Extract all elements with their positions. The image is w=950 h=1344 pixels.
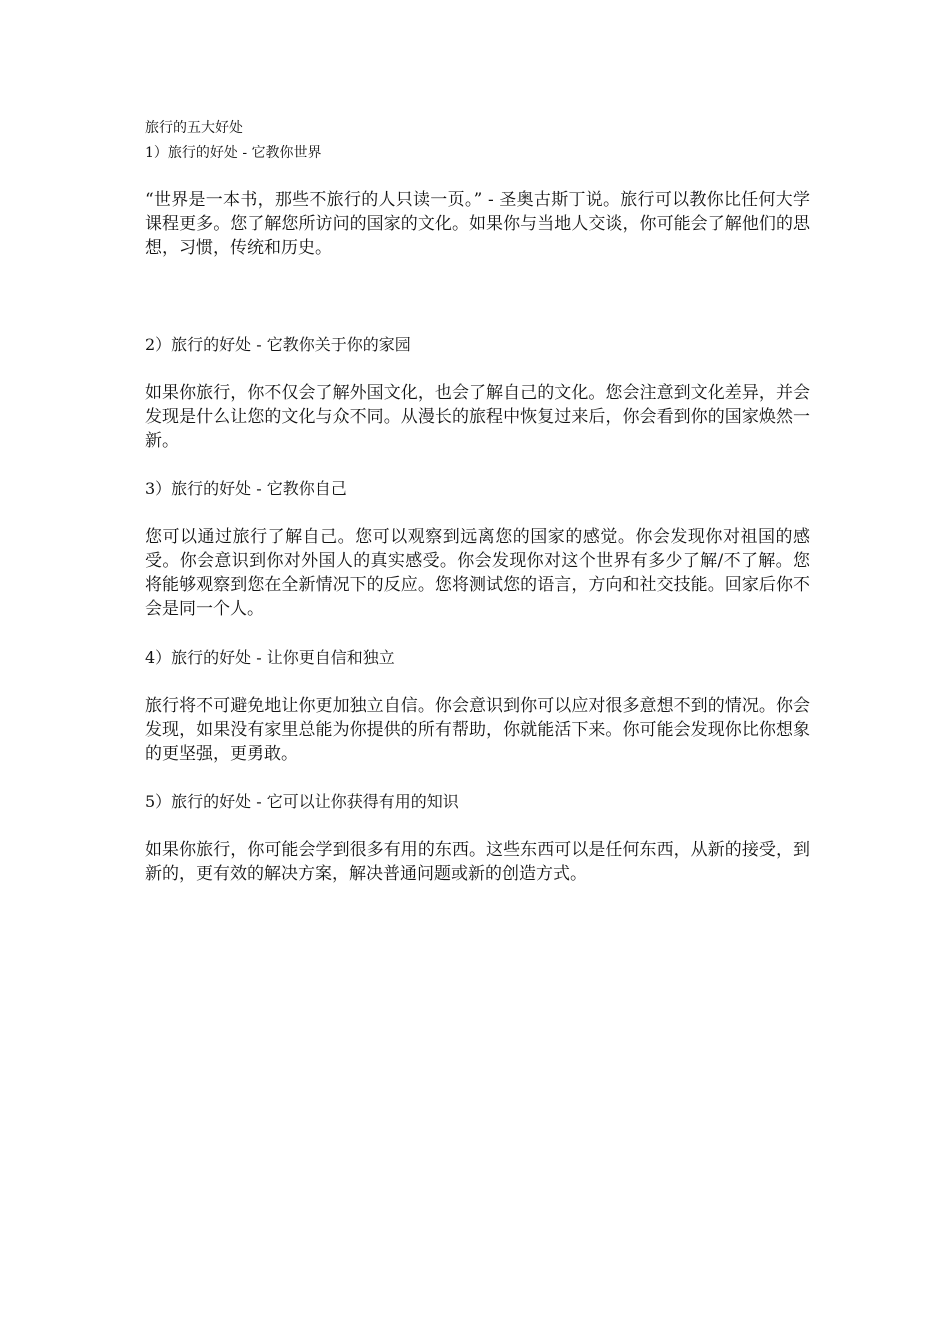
section-paragraph-3: 您可以通过旅行了解自己。您可以观察到远离您的国家的感觉。你会发现你对祖国的感受。你会意识到你对外国人的真实感受。你会发现你对这个世界有多少了解/不了解。您将能够观察到您在全新情况下的反应。您将测试您的语言，方向和社交技能。回家后你不会是同一个人。 — [145, 527, 810, 619]
section-heading-4: 4）旅行的好处 - 让你更自信和独立 — [145, 648, 395, 667]
section-heading-1: 1）旅行的好处 - 它教你世界 — [145, 145, 322, 161]
section-paragraph-1: “世界是一本书，那些不旅行的人只读一页。” - 圣奥古斯丁说。旅行可以教你比任何大学课程更多。您了解您所访问的国家的文化。如果你与当地人交谈，你可能会了解他们的思想，习惯，传统和历史。 — [145, 190, 810, 258]
section-heading-2: 2）旅行的好处 - 它教你关于你的家园 — [145, 335, 411, 354]
section-heading-3: 3）旅行的好处 - 它教你自己 — [145, 479, 347, 498]
section-heading-5: 5）旅行的好处 - 它可以让你获得有用的知识 — [145, 792, 459, 811]
section-paragraph-5: 如果你旅行，你可能会学到很多有用的东西。这些东西可以是任何东西，从新的接受，到新的，更有效的解决方案，解决普通问题或新的创造方式。 — [145, 840, 810, 884]
section-paragraph-4: 旅行将不可避免地让你更加独立自信。你会意识到你可以应对很多意想不到的情况。你会发现，如果没有家里总能为你提供的所有帮助，你就能活下来。你可能会发现你比你想象的更坚强，更勇敢。 — [145, 696, 810, 764]
document-title: 旅行的五大好处 — [145, 120, 243, 136]
section-paragraph-2: 如果你旅行，你不仅会了解外国文化，也会了解自己的文化。您会注意到文化差异，并会发现是什么让您的文化与众不同。从漫长的旅程中恢复过来后，你会看到你的国家焕然一新。 — [145, 383, 810, 451]
